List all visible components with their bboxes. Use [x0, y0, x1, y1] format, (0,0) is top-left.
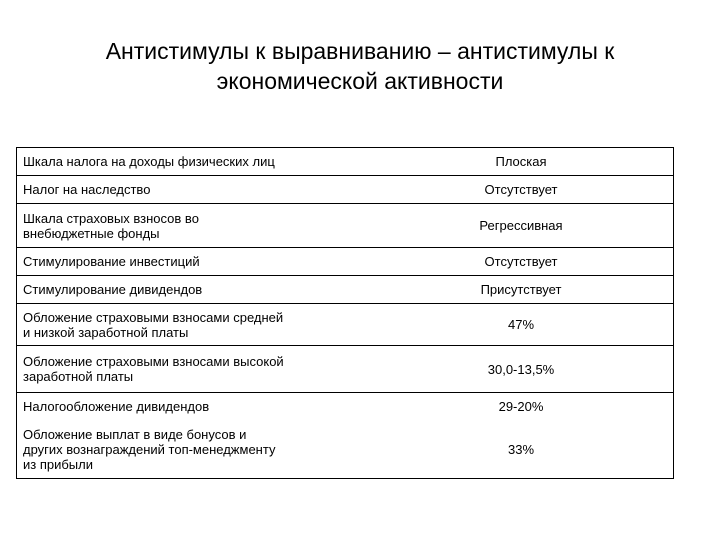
row-value: Отсутствует	[369, 248, 674, 276]
row-value: 29-20%	[498, 399, 544, 415]
row-parameter: Обложение страховыми взносами высокой заработной платы	[17, 346, 370, 393]
row-parameter: Обложение выплат в виде бонусов и других вознаграждений топ-менеджменту из прибыли	[17, 421, 370, 479]
row-parameter: Стимулирование дивидендов	[17, 276, 370, 304]
slide-title	[40, 36, 680, 96]
row-parameter: Шкала страховых взносов во внебюджетные фонды	[17, 204, 370, 248]
table-row	[17, 248, 674, 276]
row-parameter: Стимулирование инвестиций	[17, 248, 370, 276]
slide-title-line-1: Антистимулы к выравниванию – антистимулы к	[105, 38, 615, 64]
tax-comparison-table	[16, 147, 674, 479]
table-row	[17, 276, 674, 304]
table-row	[17, 346, 674, 393]
row-value: 47%	[369, 304, 674, 346]
table-row	[17, 204, 674, 248]
table-row	[17, 148, 674, 176]
table-row	[17, 393, 674, 421]
row-value: Отсутствует	[369, 176, 674, 204]
table-row	[17, 421, 674, 479]
row-value: 30,0-13,5%	[369, 346, 674, 393]
row-parameter: Обложение страховыми взносами средней и низкой заработной платы	[17, 304, 370, 346]
row-value: Присутствует	[369, 276, 674, 304]
row-parameter: Налог на наследство	[17, 176, 370, 204]
slide-title-line-2: экономической активности	[216, 68, 504, 94]
row-parameter: Налогообложение дивидендов	[23, 399, 210, 415]
table-row	[17, 176, 674, 204]
row-value: 33%	[369, 421, 674, 479]
table-row	[17, 304, 674, 346]
row-value: Плоская	[369, 148, 674, 176]
row-value: Регрессивная	[369, 204, 674, 248]
row-parameter: Шкала налога на доходы физических лиц	[17, 148, 370, 176]
